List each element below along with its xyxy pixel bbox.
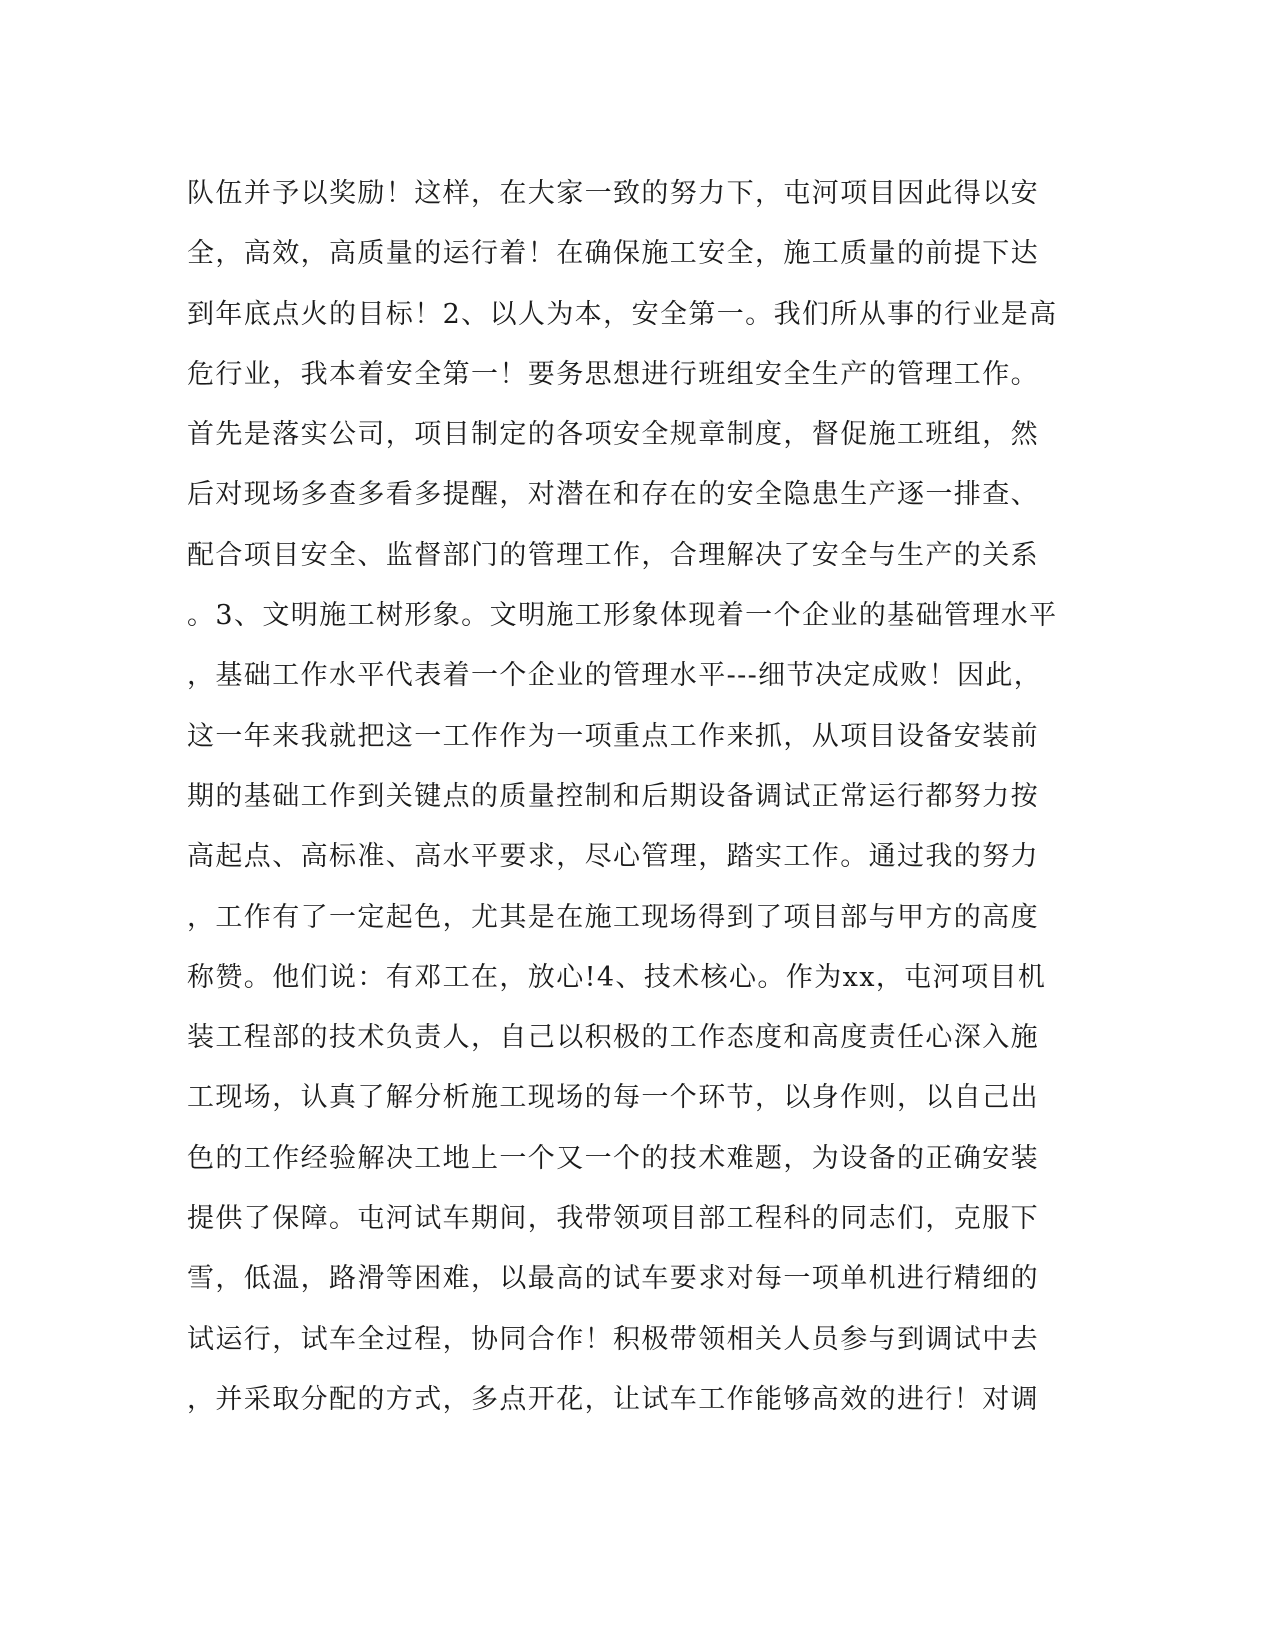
text-line: 危行业，我本着安全第一！要务思想进行班组安全生产的管理工作。 — [187, 358, 1039, 390]
text-line: 提供了保障。屯河试车期间，我带领项目部工程科的同志们，克服下 — [187, 1203, 1039, 1235]
body-text — [187, 164, 1087, 1430]
text-line: 雪，低温，路滑等困难，以最高的试车要求对每一项单机进行精细的 — [187, 1263, 1039, 1295]
text-line: 期的基础工作到关键点的质量控制和后期设备调试正常运行都努力按 — [187, 780, 1039, 812]
text-line: 首先是落实公司，项目制定的各项安全规章制度，督促施工班组，然 — [187, 419, 1039, 451]
text-line: 后对现场多查多看多提醒，对潜在和存在的安全隐患生产逐一排查、 — [187, 479, 1039, 511]
text-line: 到年底点火的目标！2、以人为本，安全第一。我们所从事的行业是高 — [187, 298, 1058, 330]
text-line: 试运行，试车全过程，协同合作！积极带领相关人员参与到调试中去 — [187, 1323, 1039, 1355]
text-line: 装工程部的技术负责人，自己以积极的工作态度和高度责任心深入施 — [187, 1022, 1039, 1054]
text-line: 。3、文明施工树形象。文明施工形象体现着一个企业的基础管理水平 — [187, 600, 1058, 632]
text-line: 队伍并予以奖励！这样，在大家一致的努力下，屯河项目因此得以安 — [187, 178, 1039, 209]
text-line: 工现场，认真了解分析施工现场的每一个环节，以身作则，以自己出 — [187, 1082, 1039, 1114]
text-line: ，工作有了一定起色，尤其是在施工现场得到了项目部与甲方的高度 — [187, 901, 1039, 933]
text-line: 全，高效，高质量的运行着！在确保施工安全，施工质量的前提下达 — [187, 238, 1039, 270]
text-line: 色的工作经验解决工地上一个又一个的技术难题，为设备的正确安装 — [187, 1142, 1039, 1174]
text-line: 这一年来我就把这一工作作为一项重点工作来抓，从项目设备安装前 — [187, 720, 1039, 752]
text-line: 称赞。他们说：有邓工在，放心!4、技术核心。作为xx，屯河项目机 — [187, 961, 1047, 993]
text-line: ，基础工作水平代表着一个企业的管理水平---细节决定成败！因此， — [187, 660, 1043, 692]
text-line: ，并采取分配的方式，多点开花，让试车工作能够高效的进行！对调 — [187, 1383, 1039, 1415]
text-line: 高起点、高标准、高水平要求，尽心管理，踏实工作。通过我的努力 — [187, 841, 1039, 873]
text-line: 配合项目安全、监督部门的管理工作，合理解决了安全与生产的关系 — [187, 539, 1039, 571]
